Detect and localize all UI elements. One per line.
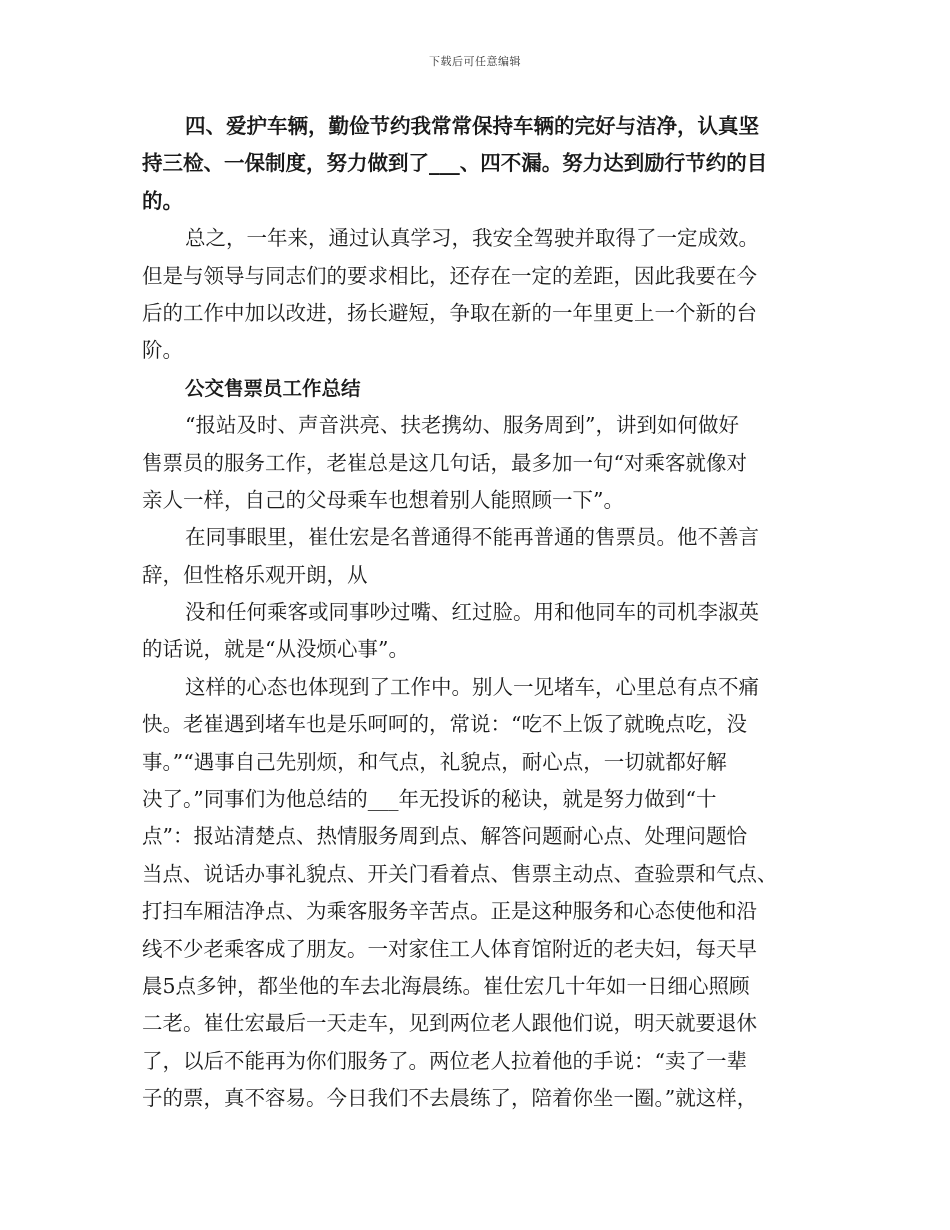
summary-line-3: 后的工作中加以改进，扬长避短，争取在新的一年里更上一个新的台 [142, 300, 757, 325]
summary-line-2: 但是与领导与同志们的要求相比，还存在一定的差距，因此我要在今 [142, 263, 757, 288]
para4-line-7: 打扫车厢洁净点、为乘客服务辛苦点。正是这种服务和心态使他和沿 [142, 899, 757, 924]
para4-line-12: 子的票，真不容易。今日我们不去晨练了，陪着你坐一圈。”就这样， [142, 1086, 758, 1111]
para1-line-1: “报站及时、声音洪亮、扶老携幼、服务周到”，讲到如何做好 [185, 413, 739, 438]
para2-line-1: 在同事眼里，崔仕宏是名普通得不能再普通的售票员。他不善言 [185, 525, 759, 550]
para4-line-4: 决了。”同事们为他总结的___年无投诉的秘诀，就是努力做到“十 [142, 787, 717, 812]
para4-line-2: 快。老崔遇到堵车也是乐呵呵的，常说：“吃不上饭了就晚点吃，没 [142, 712, 747, 737]
para3-line-2: 的话说，就是“从没烦心事”。 [142, 637, 409, 662]
para2-line-2: 辞，但性格乐观开朗，从 [142, 562, 368, 587]
section4-line-1: 四、爱护车辆，勤俭节约我常常保持车辆的完好与洁净，认真坚 [185, 114, 759, 138]
page-header: 下载后可任意编辑 [429, 55, 521, 68]
para4-line-1: 这样的心态也体现到了工作中。别人一见堵车，心里总有点不痛 [185, 674, 759, 699]
para4-line-10: 二老。崔仕宏最后一天走车，见到两位老人跟他们说，明天就要退休 [142, 1011, 757, 1036]
para4-line-5: 点”：报站清楚点、热情服务周到点、解答问题耐心点、处理问题恰 [142, 824, 747, 849]
para4-line-6: 当点、说话办事礼貌点、开关门看着点、售票主动点、查验票和气点、 [142, 861, 778, 886]
summary-line-1: 总之，一年来，通过认真学习，我安全驾驶并取得了一定成效。 [185, 226, 759, 251]
para3-line-1: 没和任何乘客或同事吵过嘴、红过脸。用和他同车的司机李淑英 [185, 600, 759, 625]
para4-line-11: 了，以后不能再为你们服务了。两位老人拉着他的手说：“卖了一辈 [142, 1048, 747, 1073]
para4-line-3: 事。”“遇事自己先别烦，和气点，礼貌点，耐心点，一切就都好解 [142, 749, 727, 774]
summary-line-4: 阶。 [142, 338, 183, 363]
para1-line-2: 售票员的服务工作，老崔总是这几句话，最多加一句“对乘客就像对 [142, 450, 747, 475]
document-body [142, 108, 810, 1118]
section-title: 公交售票员工作总结 [185, 376, 361, 400]
para4-line-9: 晨5点多钟，都坐他的车去北海晨练。崔仕宏几十年如一日细心照顾 [142, 973, 750, 998]
para1-line-3: 亲人一样，自己的父母乘车也想着别人能照顾一下”。 [142, 487, 624, 512]
section4-line-3: 的。 [142, 188, 183, 213]
para4-line-8: 线不少老乘客成了朋友。一对家住工人体育馆附近的老夫妇，每天早 [142, 936, 757, 961]
section4-line-2: 持三检、一保制度，努力做到了___、四不漏。努力达到励行节约的目 [142, 151, 768, 176]
